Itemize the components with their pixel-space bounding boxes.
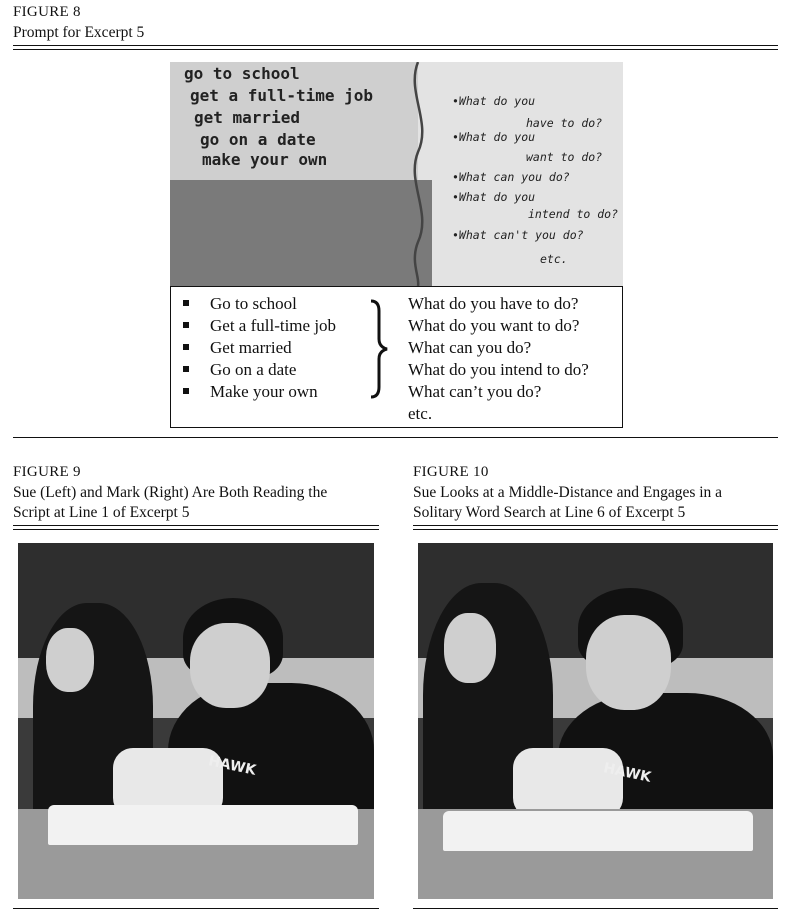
open-book xyxy=(443,811,753,851)
prompt-list-item: Get married xyxy=(183,338,292,358)
board-left-item: go on a date xyxy=(200,130,316,149)
mark-face xyxy=(586,615,671,710)
sue-face xyxy=(46,628,94,692)
board-left-item: make your own xyxy=(202,150,328,169)
figure-9-rule-top xyxy=(13,525,379,526)
bullet-square-icon xyxy=(183,388,189,394)
figure-9-caption-line2: Script at Line 1 of Excerpt 5 xyxy=(13,504,190,521)
bullet-square-icon xyxy=(183,322,189,328)
figure-10-caption-line1: Sue Looks at a Middle-Distance and Engages in a xyxy=(413,484,723,501)
board-right-item: have to do? xyxy=(526,116,603,130)
figure-8-rule-top xyxy=(13,45,778,46)
bullet-square-icon xyxy=(183,344,189,350)
figure-8-caption: Prompt for Excerpt 5 xyxy=(13,24,145,41)
prompt-question: etc. xyxy=(408,404,433,423)
board-right-item: •What can't you do? xyxy=(452,228,584,242)
mark-sleeve xyxy=(513,748,623,818)
prompt-question: What do you intend to do? xyxy=(408,360,589,379)
figure-9-rule-top-2 xyxy=(13,529,379,530)
right-brace-icon xyxy=(369,299,389,399)
board-right-item: want to do? xyxy=(526,150,603,164)
figure-8-rule-bottom xyxy=(13,437,778,438)
figure-10-rule-top-2 xyxy=(413,529,778,530)
prompt-question: What can’t you do? xyxy=(408,382,542,401)
shirt-logo-text: HAWK xyxy=(206,753,258,779)
board-left-item: go to school xyxy=(184,64,300,83)
prompt-list-item: Get a full-time job xyxy=(183,316,336,336)
board-left-item: get a full-time job xyxy=(190,86,374,105)
figure-9-label: FIGURE 9 xyxy=(13,464,81,480)
board-right-item: etc. xyxy=(540,252,568,266)
figure-10-label: FIGURE 10 xyxy=(413,464,489,480)
figure-10-rule-top xyxy=(413,525,778,526)
figure-8-label: FIGURE 8 xyxy=(13,4,81,20)
mark-face xyxy=(190,623,270,708)
sue-face xyxy=(444,613,496,683)
bullet-square-icon xyxy=(183,300,189,306)
board-left-item: get married xyxy=(194,108,300,127)
prompt-list-item: Go to school xyxy=(183,294,297,314)
prompt-list-item: Make your own xyxy=(183,382,318,402)
figure-8-rule-top-2 xyxy=(13,49,778,50)
prompt-list-item: Go on a date xyxy=(183,360,296,380)
prompt-question: What can you do? xyxy=(408,338,532,357)
prompt-question: What do you want to do? xyxy=(408,316,580,335)
board-right-item: •What do you xyxy=(452,190,536,204)
figure-10-photo xyxy=(418,543,773,899)
board-right-item: •What do you xyxy=(452,94,536,108)
whiteboard-photo xyxy=(170,62,623,286)
prompt-transcription-box xyxy=(170,286,623,428)
figure-9-rule-bottom xyxy=(13,908,379,909)
figure-9-caption-line1: Sue (Left) and Mark (Right) Are Both Reading the xyxy=(13,484,328,501)
open-book xyxy=(48,805,358,845)
figure-10-rule-bottom xyxy=(413,908,778,909)
shirt-logo-text: HAWK xyxy=(601,760,653,786)
prompt-question: What do you have to do? xyxy=(408,294,579,313)
figure-9-photo xyxy=(18,543,374,899)
board-right-item: intend to do? xyxy=(528,207,619,221)
bullet-square-icon xyxy=(183,366,189,372)
figure-10-caption-line2: Solitary Word Search at Line 6 of Excerpt 5 xyxy=(413,504,686,521)
board-right-item: •What can you do? xyxy=(452,170,570,184)
board-right-item: •What do you xyxy=(452,130,536,144)
